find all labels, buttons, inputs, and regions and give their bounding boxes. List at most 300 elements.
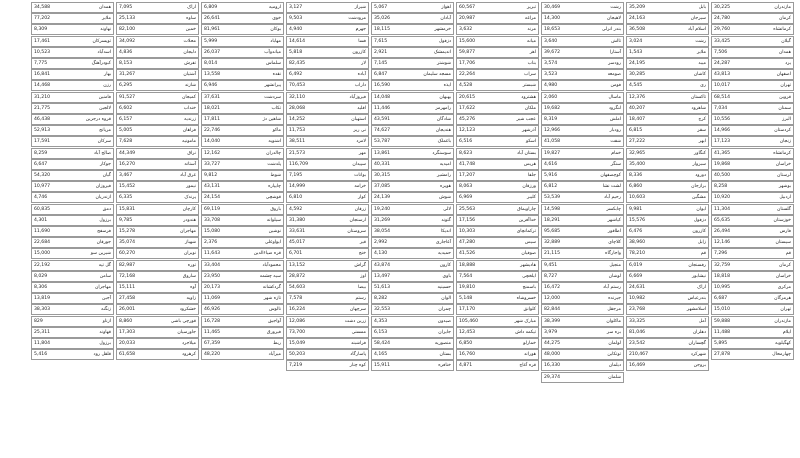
table-cell[interactable]	[31, 69, 114, 80]
table-cell[interactable]	[31, 47, 114, 58]
table-cell[interactable]	[286, 260, 369, 271]
table-cell[interactable]	[31, 271, 114, 282]
table-cell[interactable]	[456, 204, 539, 215]
table-cell[interactable]	[201, 327, 284, 338]
table-cell[interactable]	[456, 360, 539, 371]
table-cell[interactable]	[371, 47, 454, 58]
table-cell[interactable]	[116, 204, 199, 215]
table-cell[interactable]	[371, 260, 454, 271]
table-cell[interactable]	[456, 260, 539, 271]
table-cell[interactable]	[31, 136, 114, 147]
table-cell[interactable]	[456, 338, 539, 349]
table-cell[interactable]	[116, 47, 199, 58]
table-cell[interactable]	[116, 215, 199, 226]
table-cell[interactable]	[371, 136, 454, 147]
table-cell[interactable]	[116, 170, 199, 181]
table-cell[interactable]	[116, 327, 199, 338]
table-cell[interactable]	[626, 293, 709, 304]
table-cell[interactable]	[626, 271, 709, 282]
table-cell[interactable]	[201, 136, 284, 147]
table-cell[interactable]	[31, 349, 114, 360]
table-cell[interactable]	[371, 271, 454, 282]
table-cell[interactable]	[31, 24, 114, 35]
table-cell[interactable]	[286, 293, 369, 304]
table-cell[interactable]	[626, 170, 709, 181]
table-cell[interactable]	[456, 114, 539, 125]
table-cell[interactable]	[116, 304, 199, 315]
table-cell[interactable]	[31, 237, 114, 248]
table-cell[interactable]	[286, 215, 369, 226]
table-cell[interactable]	[626, 159, 709, 170]
table-cell[interactable]	[711, 148, 794, 159]
table-cell[interactable]	[626, 114, 709, 125]
table-cell[interactable]	[626, 215, 709, 226]
table-cell[interactable]	[201, 159, 284, 170]
table-cell[interactable]	[201, 181, 284, 192]
table-cell[interactable]	[31, 148, 114, 159]
table-cell[interactable]	[456, 36, 539, 47]
cell-value: 16,270	[119, 161, 136, 167]
table-cell[interactable]	[116, 338, 199, 349]
table-cell[interactable]	[31, 192, 114, 203]
table-cell[interactable]	[201, 349, 284, 360]
table-cell[interactable]	[31, 316, 114, 327]
table-cell[interactable]	[31, 181, 114, 192]
table-cell[interactable]	[711, 316, 794, 327]
table-cell[interactable]	[286, 47, 369, 58]
table-cell[interactable]	[116, 69, 199, 80]
table-cell[interactable]	[626, 204, 709, 215]
table-cell[interactable]	[286, 248, 369, 259]
table-cell[interactable]	[541, 260, 624, 271]
table-cell[interactable]	[286, 24, 369, 35]
table-cell[interactable]	[456, 327, 539, 338]
table-cell[interactable]	[711, 24, 794, 35]
table-cell[interactable]	[286, 282, 369, 293]
table-cell[interactable]	[711, 260, 794, 271]
table-cell[interactable]	[201, 316, 284, 327]
table-cell[interactable]	[201, 47, 284, 58]
table-cell[interactable]	[541, 192, 624, 203]
table-cell[interactable]	[456, 103, 539, 114]
table-cell[interactable]	[456, 24, 539, 35]
table-cell[interactable]	[286, 103, 369, 114]
table-cell[interactable]	[286, 304, 369, 315]
table-cell[interactable]	[116, 92, 199, 103]
table-cell[interactable]	[31, 13, 114, 24]
table-cell[interactable]	[626, 338, 709, 349]
table-cell[interactable]	[31, 226, 114, 237]
table-cell[interactable]	[456, 80, 539, 91]
table-cell[interactable]	[116, 103, 199, 114]
table-cell[interactable]	[116, 2, 199, 13]
table-cell[interactable]	[626, 349, 709, 360]
table-cell[interactable]	[286, 69, 369, 80]
table-cell[interactable]	[116, 125, 199, 136]
table-cell[interactable]	[541, 327, 624, 338]
table-cell[interactable]	[371, 2, 454, 13]
table-cell[interactable]	[711, 13, 794, 24]
table-cell[interactable]	[371, 148, 454, 159]
table-cell[interactable]	[371, 248, 454, 259]
table-cell[interactable]	[711, 293, 794, 304]
table-cell[interactable]	[456, 349, 539, 360]
table-cell[interactable]	[201, 248, 284, 259]
table-cell[interactable]	[541, 293, 624, 304]
table-cell[interactable]	[711, 271, 794, 282]
table-cell[interactable]	[201, 58, 284, 69]
table-cell[interactable]	[116, 13, 199, 24]
table-cell[interactable]	[286, 2, 369, 13]
table-cell[interactable]	[541, 304, 624, 315]
table-cell[interactable]	[286, 58, 369, 69]
table-cell[interactable]	[456, 248, 539, 259]
table-cell[interactable]	[371, 293, 454, 304]
table-cell[interactable]	[31, 327, 114, 338]
table-cell[interactable]	[541, 372, 624, 383]
table-cell[interactable]	[371, 181, 454, 192]
table-cell[interactable]	[286, 204, 369, 215]
table-cell[interactable]	[201, 103, 284, 114]
table-cell[interactable]	[456, 2, 539, 13]
table-cell[interactable]	[371, 237, 454, 248]
table-cell[interactable]	[371, 13, 454, 24]
table-cell[interactable]	[116, 316, 199, 327]
table-cell[interactable]	[286, 36, 369, 47]
table-cell[interactable]	[711, 103, 794, 114]
table-cell[interactable]	[201, 148, 284, 159]
cell-value: 59,888	[714, 318, 731, 324]
table-cell[interactable]	[286, 114, 369, 125]
table-cell[interactable]	[711, 192, 794, 203]
table-cell[interactable]	[541, 13, 624, 24]
table-cell[interactable]	[456, 47, 539, 58]
table-cell[interactable]	[626, 304, 709, 315]
table-cell[interactable]	[371, 80, 454, 91]
table-cell[interactable]	[711, 69, 794, 80]
table-cell[interactable]	[626, 316, 709, 327]
table-cell[interactable]	[711, 282, 794, 293]
table-cell[interactable]	[286, 148, 369, 159]
table-cell[interactable]	[711, 248, 794, 259]
table-cell[interactable]	[286, 181, 369, 192]
table-cell[interactable]	[626, 58, 709, 69]
table-cell[interactable]	[201, 237, 284, 248]
table-cell[interactable]	[286, 136, 369, 147]
table-cell[interactable]	[371, 103, 454, 114]
table-cell[interactable]	[201, 114, 284, 125]
table-cell[interactable]	[371, 114, 454, 125]
table-cell[interactable]	[541, 92, 624, 103]
table-cell[interactable]	[116, 159, 199, 170]
table-cell[interactable]	[541, 282, 624, 293]
table-cell[interactable]	[541, 271, 624, 282]
table-cell[interactable]	[201, 204, 284, 215]
table-cell[interactable]	[541, 316, 624, 327]
table-cell[interactable]	[31, 293, 114, 304]
table-cell[interactable]	[371, 192, 454, 203]
cell-value: 19,810	[459, 285, 476, 290]
table-cell[interactable]	[456, 125, 539, 136]
table-cell[interactable]	[541, 360, 624, 371]
table-cell[interactable]	[626, 80, 709, 91]
cell-value: 7,628	[119, 139, 133, 145]
table-cell[interactable]	[711, 136, 794, 147]
table-cell[interactable]	[711, 349, 794, 360]
table-cell[interactable]	[541, 36, 624, 47]
table-cell[interactable]	[116, 24, 199, 35]
table-cell[interactable]	[711, 226, 794, 237]
table-cell[interactable]	[626, 36, 709, 47]
table-cell[interactable]	[201, 80, 284, 91]
table-cell[interactable]	[541, 215, 624, 226]
table-cell[interactable]	[371, 316, 454, 327]
table-cell[interactable]	[286, 80, 369, 91]
table-cell[interactable]	[116, 58, 199, 69]
table-cell[interactable]	[541, 204, 624, 215]
table-cell[interactable]	[711, 215, 794, 226]
table-cell[interactable]	[371, 159, 454, 170]
table-cell[interactable]	[201, 69, 284, 80]
table-cell[interactable]	[711, 47, 794, 58]
table-cell[interactable]	[31, 304, 114, 315]
table-cell[interactable]	[201, 92, 284, 103]
table-cell[interactable]	[201, 271, 284, 282]
table-cell[interactable]	[626, 103, 709, 114]
table-cell[interactable]	[31, 92, 114, 103]
table-cell[interactable]	[456, 293, 539, 304]
table-cell[interactable]	[31, 338, 114, 349]
table-cell[interactable]	[456, 282, 539, 293]
table-cell[interactable]	[456, 159, 539, 170]
table-cell[interactable]	[626, 226, 709, 237]
table-cell[interactable]	[541, 114, 624, 125]
table-cell[interactable]	[31, 159, 114, 170]
table-cell[interactable]	[201, 215, 284, 226]
table-cell[interactable]	[626, 69, 709, 80]
table-cell[interactable]	[541, 136, 624, 147]
table-cell[interactable]	[116, 293, 199, 304]
table-cell[interactable]	[31, 36, 114, 47]
table-cell[interactable]	[371, 58, 454, 69]
table-cell[interactable]	[201, 125, 284, 136]
table-cell[interactable]	[371, 92, 454, 103]
table-cell[interactable]	[201, 24, 284, 35]
table-cell[interactable]	[541, 103, 624, 114]
table-cell[interactable]	[456, 58, 539, 69]
table-cell[interactable]	[626, 282, 709, 293]
table-cell[interactable]	[116, 36, 199, 47]
table-cell[interactable]	[286, 159, 369, 170]
table-cell[interactable]	[31, 260, 114, 271]
table-cell[interactable]	[371, 304, 454, 315]
table-cell[interactable]	[626, 24, 709, 35]
table-cell[interactable]	[711, 204, 794, 215]
table-cell[interactable]	[31, 215, 114, 226]
table-cell[interactable]	[626, 125, 709, 136]
table-cell[interactable]	[286, 271, 369, 282]
table-cell[interactable]	[711, 92, 794, 103]
table-cell[interactable]	[201, 226, 284, 237]
cell-label: لالی	[443, 206, 451, 212]
table-cell[interactable]	[31, 204, 114, 215]
table-cell[interactable]	[371, 349, 454, 360]
table-cell[interactable]	[626, 237, 709, 248]
table-cell[interactable]	[711, 181, 794, 192]
table-cell[interactable]	[456, 304, 539, 315]
table-cell[interactable]	[541, 159, 624, 170]
table-cell[interactable]	[31, 170, 114, 181]
table-cell[interactable]	[626, 248, 709, 259]
table-cell[interactable]	[541, 148, 624, 159]
table-cell[interactable]	[286, 349, 369, 360]
table-cell[interactable]	[201, 304, 284, 315]
table-cell[interactable]	[116, 148, 199, 159]
table-cell[interactable]	[116, 237, 199, 248]
table-cell[interactable]	[711, 327, 794, 338]
table-cell[interactable]	[626, 13, 709, 24]
table-cell[interactable]	[116, 136, 199, 147]
table-cell[interactable]	[371, 327, 454, 338]
table-cell[interactable]	[286, 125, 369, 136]
table-cell[interactable]	[456, 69, 539, 80]
table-cell[interactable]	[711, 2, 794, 13]
table-cell[interactable]	[541, 338, 624, 349]
table-cell[interactable]	[456, 316, 539, 327]
table-cell[interactable]	[371, 215, 454, 226]
table-cell[interactable]	[286, 170, 369, 181]
table-cell[interactable]	[456, 271, 539, 282]
table-cell[interactable]	[201, 2, 284, 13]
table-cell[interactable]	[711, 125, 794, 136]
table-cell[interactable]	[541, 80, 624, 91]
table-cell[interactable]	[541, 24, 624, 35]
table-cell[interactable]	[711, 170, 794, 181]
table-cell[interactable]	[286, 360, 369, 371]
table-cell[interactable]	[456, 215, 539, 226]
table-cell[interactable]	[456, 13, 539, 24]
table-cell[interactable]	[31, 114, 114, 125]
table-cell[interactable]	[541, 69, 624, 80]
table-cell[interactable]	[456, 148, 539, 159]
table-cell[interactable]	[286, 327, 369, 338]
table-cell[interactable]	[116, 181, 199, 192]
table-cell[interactable]	[201, 338, 284, 349]
table-cell[interactable]	[31, 125, 114, 136]
table-cell[interactable]	[31, 103, 114, 114]
table-cell[interactable]	[456, 226, 539, 237]
table-cell[interactable]	[541, 248, 624, 259]
table-cell[interactable]	[201, 170, 284, 181]
table-cell[interactable]	[371, 170, 454, 181]
cell-value: 2,060	[544, 94, 558, 100]
table-cell[interactable]	[456, 136, 539, 147]
table-cell[interactable]	[116, 260, 199, 271]
table-cell[interactable]	[456, 170, 539, 181]
table-cell[interactable]	[626, 260, 709, 271]
table-cell[interactable]	[626, 92, 709, 103]
table-cell[interactable]	[711, 80, 794, 91]
table-cell[interactable]	[371, 69, 454, 80]
table-cell[interactable]	[711, 159, 794, 170]
table-cell[interactable]	[541, 237, 624, 248]
table-cell[interactable]	[626, 192, 709, 203]
table-cell[interactable]	[541, 125, 624, 136]
table-cell[interactable]	[541, 181, 624, 192]
table-cell[interactable]	[371, 338, 454, 349]
table-cell[interactable]	[116, 248, 199, 259]
table-cell[interactable]	[541, 170, 624, 181]
table-cell[interactable]	[711, 338, 794, 349]
table-cell[interactable]	[31, 2, 114, 13]
table-cell[interactable]	[711, 36, 794, 47]
table-cell[interactable]	[201, 293, 284, 304]
table-cell[interactable]	[626, 327, 709, 338]
table-cell[interactable]	[286, 92, 369, 103]
table-cell[interactable]	[541, 226, 624, 237]
table-cell[interactable]	[286, 338, 369, 349]
table-cell[interactable]	[711, 58, 794, 69]
table-cell[interactable]	[201, 36, 284, 47]
table-cell[interactable]	[456, 237, 539, 248]
table-cell[interactable]	[201, 192, 284, 203]
table-cell[interactable]	[286, 237, 369, 248]
table-cell[interactable]	[626, 47, 709, 58]
table-cell[interactable]	[371, 360, 454, 371]
table-cell[interactable]	[541, 349, 624, 360]
table-cell[interactable]	[116, 282, 199, 293]
table-cell[interactable]	[116, 271, 199, 282]
table-cell[interactable]	[711, 114, 794, 125]
table-cell[interactable]	[371, 125, 454, 136]
table-cell[interactable]	[116, 114, 199, 125]
table-cell[interactable]	[116, 80, 199, 91]
table-cell[interactable]	[711, 237, 794, 248]
table-cell[interactable]	[31, 248, 114, 259]
table-cell[interactable]	[286, 226, 369, 237]
table-cell[interactable]	[201, 13, 284, 24]
table-cell[interactable]	[456, 92, 539, 103]
table-cell[interactable]	[31, 58, 114, 69]
table-cell[interactable]	[371, 24, 454, 35]
table-cell[interactable]	[711, 304, 794, 315]
table-cell[interactable]	[371, 282, 454, 293]
table-cell[interactable]	[456, 192, 539, 203]
table-cell[interactable]	[31, 282, 114, 293]
table-cell[interactable]	[371, 204, 454, 215]
table-cell[interactable]	[201, 282, 284, 293]
table-cell[interactable]	[626, 136, 709, 147]
table-cell[interactable]	[626, 181, 709, 192]
table-cell[interactable]	[456, 181, 539, 192]
table-cell[interactable]	[116, 349, 199, 360]
table-cell[interactable]	[116, 226, 199, 237]
table-cell[interactable]	[626, 2, 709, 13]
table-cell[interactable]	[541, 2, 624, 13]
table-cell[interactable]	[626, 148, 709, 159]
table-cell[interactable]	[31, 80, 114, 91]
table-cell[interactable]	[541, 47, 624, 58]
table-cell[interactable]	[371, 226, 454, 237]
table-cell[interactable]	[286, 13, 369, 24]
table-cell[interactable]	[201, 260, 284, 271]
table-cell[interactable]	[626, 360, 709, 371]
table-cell[interactable]	[286, 192, 369, 203]
table-cell[interactable]	[286, 316, 369, 327]
table-cell[interactable]	[371, 36, 454, 47]
table-cell[interactable]	[116, 192, 199, 203]
table-cell[interactable]	[541, 58, 624, 69]
